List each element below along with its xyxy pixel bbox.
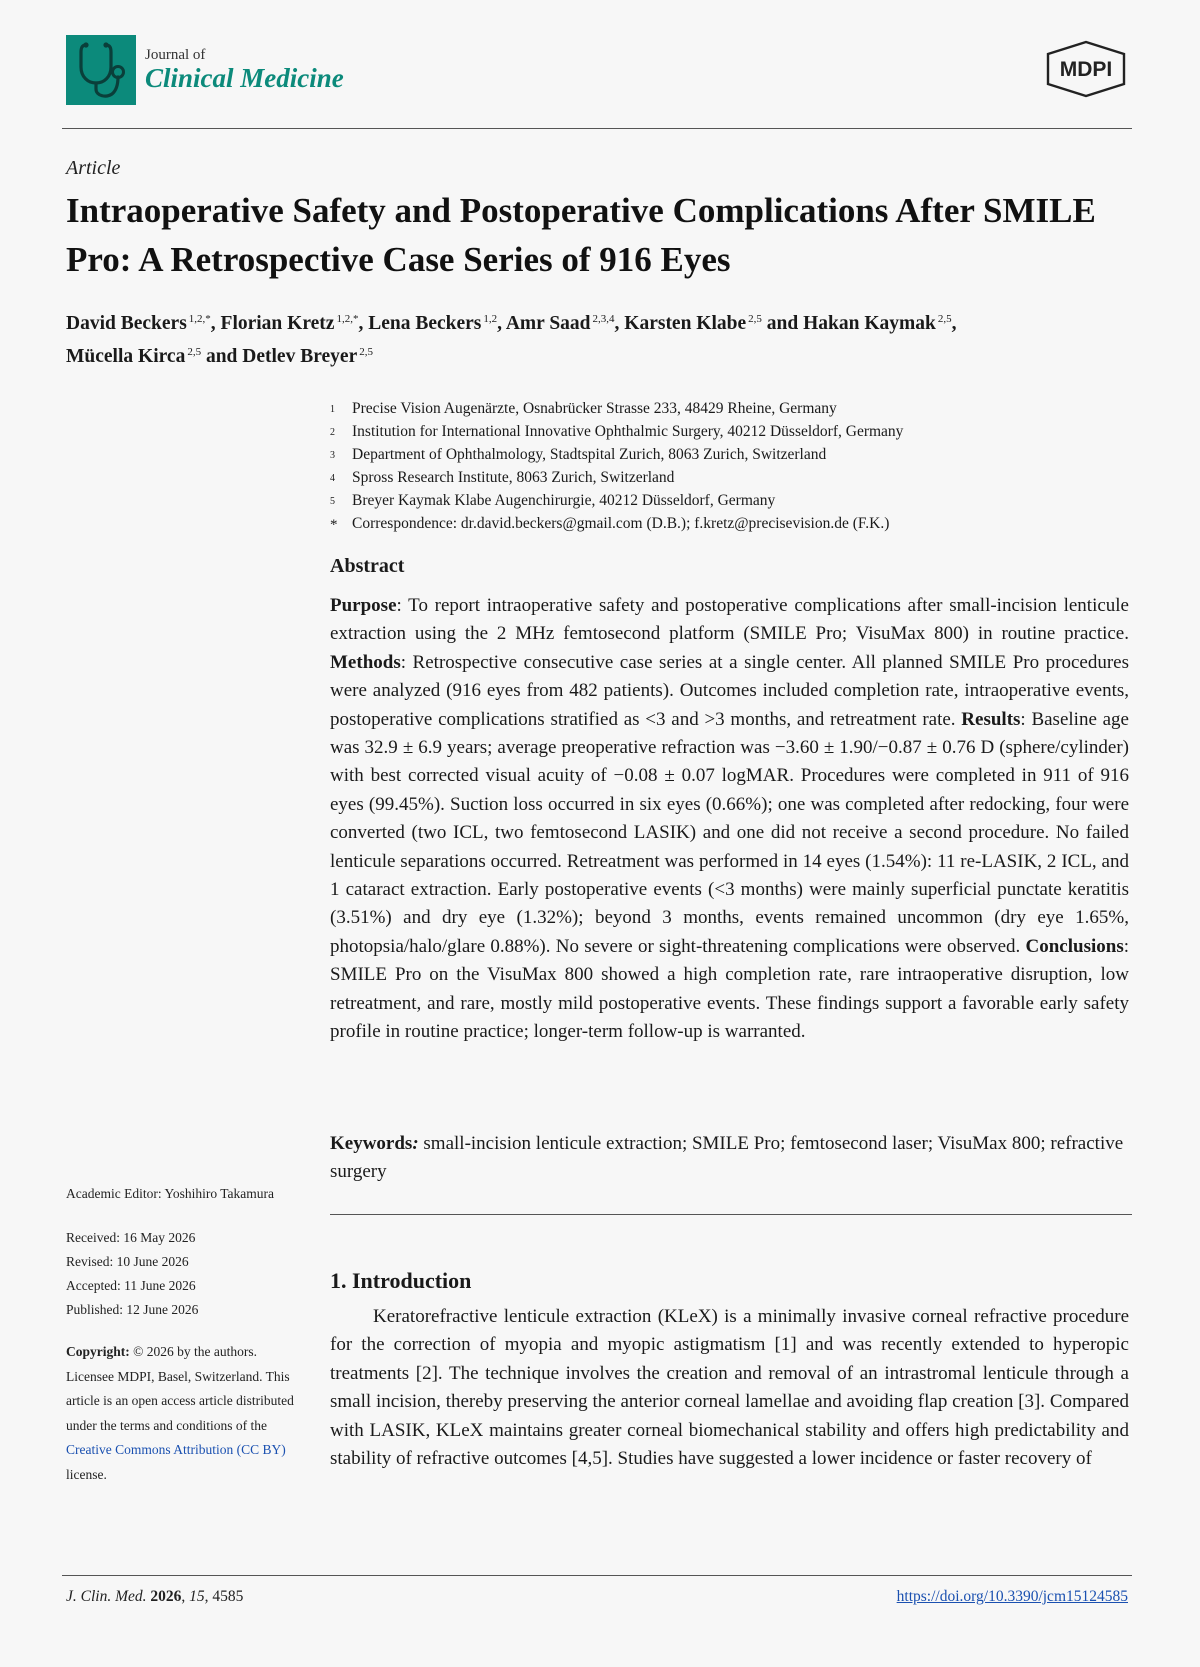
- citation-volume: 15: [189, 1588, 205, 1605]
- author-separator: ,: [614, 313, 625, 334]
- keywords-text: small-incision lenticule extraction; SMILE Pro; femtosecond laser; VisuMax 800; refractive surgery: [330, 1133, 1124, 1183]
- author-separator: ,: [210, 313, 221, 334]
- citation-year: 2026: [150, 1588, 182, 1605]
- affiliation-number: *: [330, 517, 338, 533]
- author-list: [66, 305, 1146, 371]
- author-name[interactable]: Florian Kretz: [220, 313, 335, 334]
- author-name[interactable]: Hakan Kaymak: [803, 313, 936, 334]
- affiliation-text: Department of Ophthalmology, Stadtspital Zurich, 8063 Zurich, Switzerland: [352, 446, 827, 463]
- copyright-notice: [66, 1340, 306, 1487]
- article-number: 4585: [212, 1588, 244, 1605]
- author-affiliation-marker: 2,3,4: [592, 313, 615, 325]
- stethoscope-icon: [66, 35, 136, 105]
- doi-link[interactable]: https://doi.org/10.3390/jcm15124585: [896, 1588, 1128, 1605]
- journal-name: Clinical Medicine: [145, 63, 344, 93]
- journal-of-label: Journal of: [145, 47, 206, 63]
- author-name[interactable]: Karsten Klabe: [624, 313, 747, 334]
- header-divider: [62, 128, 1132, 129]
- academic-editor: Academic Editor: Yoshihiro Takamura: [66, 1186, 275, 1201]
- mdpi-logo-text: MDPI: [1059, 58, 1113, 81]
- license-link[interactable]: Creative Commons Attribution (CC BY): [66, 1442, 286, 1457]
- license-suffix: license.: [66, 1466, 107, 1482]
- published-date: Published: 12 June 2026: [66, 1302, 199, 1317]
- affiliation-item: [330, 398, 1150, 421]
- accepted-date: Accepted: 11 June 2026: [66, 1278, 196, 1293]
- abstract-heading: Abstract: [330, 555, 405, 577]
- affiliation-text: Correspondence: dr.david.beckers@gmail.com (D.B.); f.kretz@precisevision.de (F.K.): [352, 515, 890, 532]
- author-separator: and: [761, 313, 804, 334]
- affiliation-item: [330, 444, 1150, 467]
- publication-dates: [66, 1226, 306, 1322]
- abstract-text: [330, 592, 1129, 1047]
- mdpi-logo[interactable]: [1044, 40, 1128, 98]
- affiliation-number: 2: [330, 427, 335, 438]
- author-name[interactable]: Amr Saad: [505, 313, 591, 334]
- author-separator: ,: [497, 313, 506, 334]
- revised-date: Revised: 10 June 2026: [66, 1254, 189, 1269]
- author-separator: ,: [951, 313, 957, 334]
- author-name[interactable]: Detlev Breyer: [242, 346, 358, 367]
- author-affiliation-marker: 2,5: [187, 346, 202, 358]
- affiliation-text: Spross Research Institute, 8063 Zurich, Switzerland: [352, 469, 675, 486]
- conclusions-label: Conclusions: [1025, 935, 1124, 957]
- methods-text: : Retrospective consecutive case series at a single center. All planned SMILE Pro procedures were analyzed (916 eyes from 482 patients). Outcomes included completion rate, intraoperative events, postoperative complications stratified as <3 and >3 months, and retreatment rate.: [330, 651, 1129, 730]
- author-affiliation-marker: 1,2,*: [188, 313, 211, 325]
- results-text: : Baseline age was 32.9 ± 6.9 years; average preoperative refraction was −3.60 ± 1.90/−0.87 ± 0.76 D (sphere/cylinder) with best corrected visual acuity of −0.08 ± 0.07 logMAR. Procedures were completed in 911 of 916 eyes (99.45%). Suction loss occurred in six eyes (0.66%); one was completed after redocking, four were converted (two ICL, two femtosecond LASIK) and one did not receive a second procedure. No failed lenticule separations occurred. Retreatment was performed in 14 eyes (1.54%): 11 re-LASIK, 2 ICL, and 1 cataract extraction. Early postoperative events (<3 months) were mainly superficial punctate keratitis (3.51%) and dry eye (1.32%); beyond 3 months, events remained uncommon (dry eye 1.65%, photopsia/halo/glare 0.88%). No severe or sight-threatening complications were observed.: [330, 708, 1129, 957]
- affiliation-number: 5: [330, 496, 335, 507]
- journal-abbrev: J. Clin. Med.: [66, 1588, 147, 1605]
- author-separator: and: [201, 346, 243, 367]
- journal-logo[interactable]: [66, 35, 344, 105]
- article-title: Intraoperative Safety and Postoperative Complications After SMILE Pro: A Retrospective Case Series of 916 Eyes: [66, 191, 1096, 279]
- affiliation-item: [330, 490, 1150, 513]
- author-name[interactable]: Mücella Kirca: [66, 346, 186, 367]
- affiliation-item: [330, 513, 1150, 536]
- copyright-label: Copyright:: [66, 1344, 130, 1359]
- author-affiliation-marker: 2,5: [748, 313, 762, 325]
- keywords-label: Keywords: [330, 1133, 413, 1154]
- introduction-text: Keratorefractive lenticule extraction (KLeX) is a minimally invasive corneal refractive procedure for the correction of myopia and myopic astigmatism [1] and was recently extended to hyperopic treatments [2]. The technique involves the creation and removal of an intrastromal lenticule through a small incision, thereby preserving the anterior corneal lamellae and avoiding flap creation [3]. Compared with LASIK, KLeX maintains greater corneal biomechanical stability and offers high predictability and stability of refractive outcomes [4,5]. Studies have suggested a lower incidence or faster recovery of: [330, 1306, 1129, 1470]
- introduction-heading: 1. Introduction: [330, 1268, 472, 1293]
- purpose-text: : To report intraoperative safety and postoperative complications after small-incision lenticule extraction using the 2 MHz femtosecond platform (SMILE Pro; VisuMax 800) in routine practice.: [330, 595, 1129, 645]
- methods-label: Methods: [330, 651, 401, 673]
- author-separator: ,: [358, 313, 369, 334]
- footer-divider: [62, 1575, 1132, 1576]
- author-affiliation-marker: 2,5: [937, 313, 952, 325]
- author-affiliation-marker: 1,2: [483, 313, 498, 325]
- citation-footer: J. Clin. Med. 2026, 15, 4585: [66, 1588, 244, 1605]
- affiliation-item: [330, 467, 1150, 490]
- author-name[interactable]: Lena Beckers: [368, 313, 482, 334]
- received-date: Received: 16 May 2026: [66, 1230, 196, 1245]
- affiliation-number: 3: [330, 450, 335, 461]
- affiliation-text: Institution for International Innovative Ophthalmic Surgery, 40212 Düsseldorf, Germany: [352, 423, 904, 440]
- copyright-text: © 2026 by the authors. Licensee MDPI, Basel, Switzerland. This article is an open access article distributed under the terms and conditions of the: [66, 1344, 294, 1433]
- results-label: Results: [961, 708, 1021, 730]
- author-affiliation-marker: 1,2,*: [336, 313, 359, 325]
- affiliation-text: Precise Vision Augenärzte, Osnabrücker Strasse 233, 48429 Rheine, Germany: [352, 400, 837, 417]
- abstract-divider: [330, 1214, 1132, 1215]
- keywords: Keywords: small-incision lenticule extraction; SMILE Pro; femtosecond laser; VisuMax 800; refractive surgery: [330, 1133, 1124, 1183]
- affiliation-number: 1: [330, 404, 335, 415]
- author-affiliation-marker: 2,5: [359, 346, 373, 358]
- purpose-label: Purpose: [330, 595, 397, 616]
- article-info-sidebar: [66, 1186, 306, 1487]
- affiliation-number: 4: [330, 473, 335, 484]
- conclusions-text: : SMILE Pro on the VisuMax 800 showed a high completion rate, rare intraoperative disruption, low retreatment, and rare, mostly mild postoperative events. These findings support a favorable early safety profile in routine practice; longer-term follow-up is warranted.: [330, 935, 1129, 1043]
- affiliation-list: [330, 398, 1150, 536]
- author-name[interactable]: David Beckers: [66, 313, 187, 334]
- article-type: Article: [66, 157, 121, 179]
- affiliation-item: [330, 421, 1150, 444]
- affiliation-text: Breyer Kaymak Klabe Augenchirurgie, 40212 Düsseldorf, Germany: [352, 492, 776, 509]
